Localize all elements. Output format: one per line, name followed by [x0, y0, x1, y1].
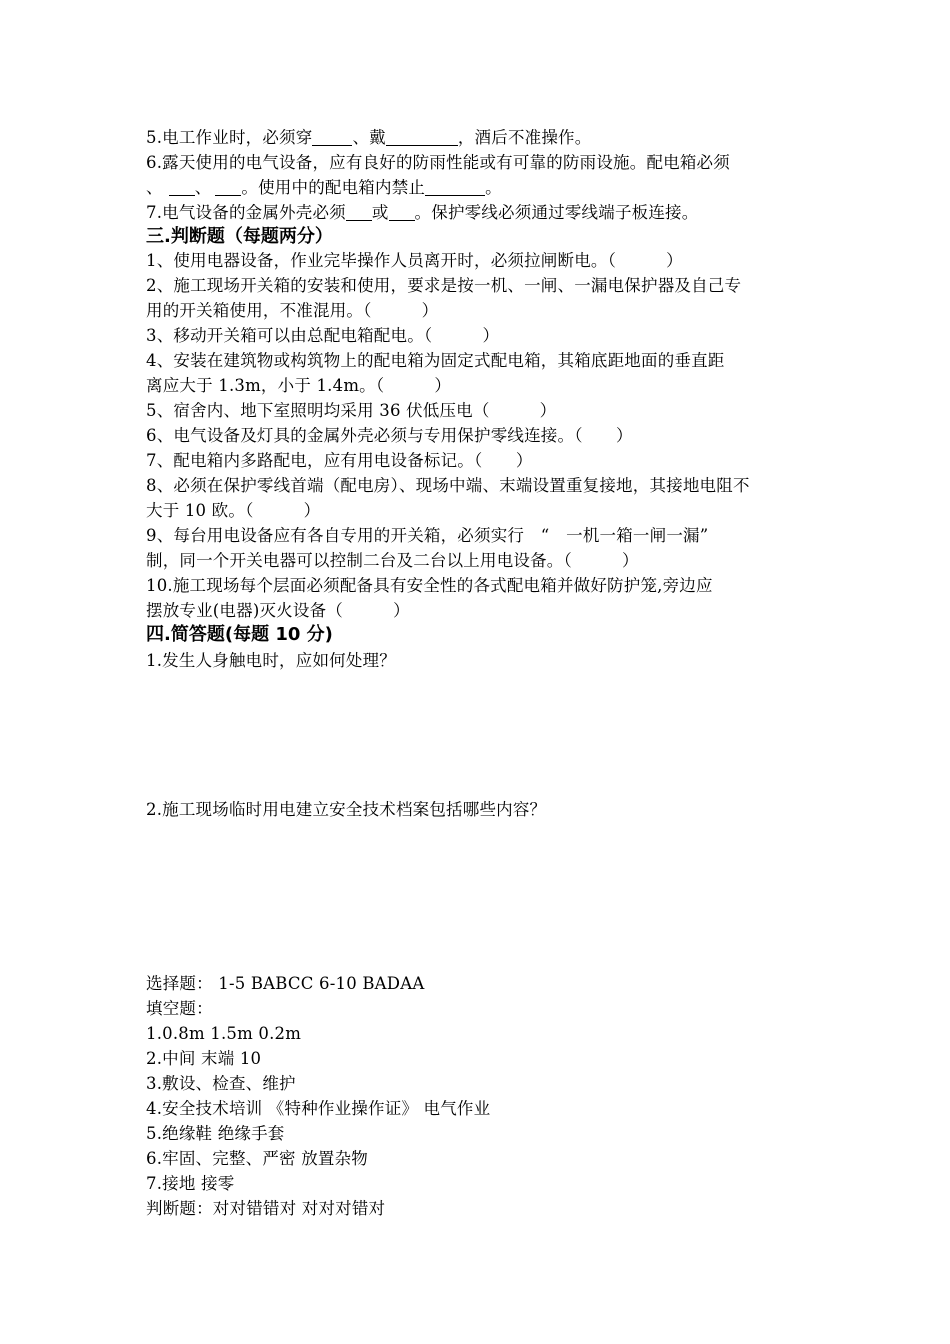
judge-line: 8、必须在保护零线首端（配电房）、现场中端、末端设置重复接地，其接地电阻不	[146, 476, 750, 495]
judge-line: 2、施工现场开关箱的安装和使用，要求是按一机、一闸、一漏电保护器及自己专	[146, 276, 742, 295]
answer-line: 填空题：	[146, 999, 213, 1018]
judge-line: 7、配电箱内多路配电，应有用电设备标记。（ ）	[146, 451, 533, 470]
judge-line: 4、安装在建筑物或构筑物上的配电箱为固定式配电箱，其箱底距地面的垂直距	[146, 351, 725, 370]
answer-line: 6.牢固、完整、严密 放置杂物	[146, 1149, 368, 1168]
judge-line: 大于 10 欧。（ ）	[146, 501, 321, 520]
judge-line: 用的开关箱使用，不准混用。（ ）	[146, 301, 439, 320]
judge-line: 制，同一个开关电器可以控制二台及二台以上用电设备。（ ）	[146, 551, 639, 570]
answer-blank	[346, 204, 372, 221]
fill-question-6-line2: 、 、 。使用中的配电箱内禁止 。	[146, 178, 502, 197]
answer-line: 判断题：对对错错对 对对对错对	[146, 1199, 386, 1218]
short-question-2: 2.施工现场临时用电建立安全技术档案包括哪些内容？	[146, 800, 547, 819]
fill-question-5: 5.电工作业时，必须穿 、戴 ，酒后不准操作。	[146, 128, 592, 147]
section-heading-short-answer: 四.简答题(每题 10 分)	[146, 624, 333, 645]
answer-line: 1.0.8m 1.5m 0.2m	[146, 1024, 302, 1043]
answer-line: 选择题： 1-5 BABCC 6-10 BADAA	[146, 974, 425, 993]
judge-line: 摆放专业(电器)灭火设备（ ）	[146, 601, 410, 620]
judge-line: 5、宿舍内、地下室照明均采用 36 伏低压电（ ）	[146, 401, 557, 420]
judge-line: 离应大于 1.3m，小于 1.4m。（ ）	[146, 376, 452, 395]
fill-question-7: 7.电气设备的金属外壳必须 或 。保护零线必须通过零线端子板连接。	[146, 203, 699, 222]
judge-line: 10.施工现场每个层面必须配备具有安全性的各式配电箱并做好防护笼,旁边应	[146, 576, 713, 595]
answer-line: 2.中间 末端 10	[146, 1049, 262, 1068]
answer-line: 5.绝缘鞋 绝缘手套	[146, 1124, 285, 1143]
answer-blank	[169, 179, 195, 196]
judge-line: 1、使用电器设备，作业完毕操作人员离开时，必须拉闸断电。（ ）	[146, 251, 683, 270]
answer-line: 3.敷设、检查、维护	[146, 1074, 296, 1093]
answer-blank	[425, 179, 485, 196]
answer-blank	[312, 129, 352, 146]
short-question-1: 1.发生人身触电时，应如何处理？	[146, 651, 396, 670]
judge-line: 9、每台用电设备应有各自专用的开关箱，必须实行 “ 一机一箱一闸一漏”	[146, 526, 709, 545]
answer-line: 7.接地 接零	[146, 1174, 235, 1193]
answer-blank	[386, 129, 458, 146]
answer-blank	[215, 179, 241, 196]
judge-line: 3、移动开关箱可以由总配电箱配电。（ ）	[146, 326, 500, 345]
fill-question-6-line1: 6.露天使用的电气设备，应有良好的防雨性能或有可靠的防雨设施。配电箱必须	[146, 153, 730, 172]
section-heading-judge: 三.判断题（每题两分）	[146, 226, 333, 247]
judge-line: 6、电气设备及灯具的金属外壳必须与专用保护零线连接。（ ）	[146, 426, 633, 445]
answer-blank	[389, 204, 415, 221]
answer-line: 4.安全技术培训 《特种作业操作证》 电气作业	[146, 1099, 491, 1118]
